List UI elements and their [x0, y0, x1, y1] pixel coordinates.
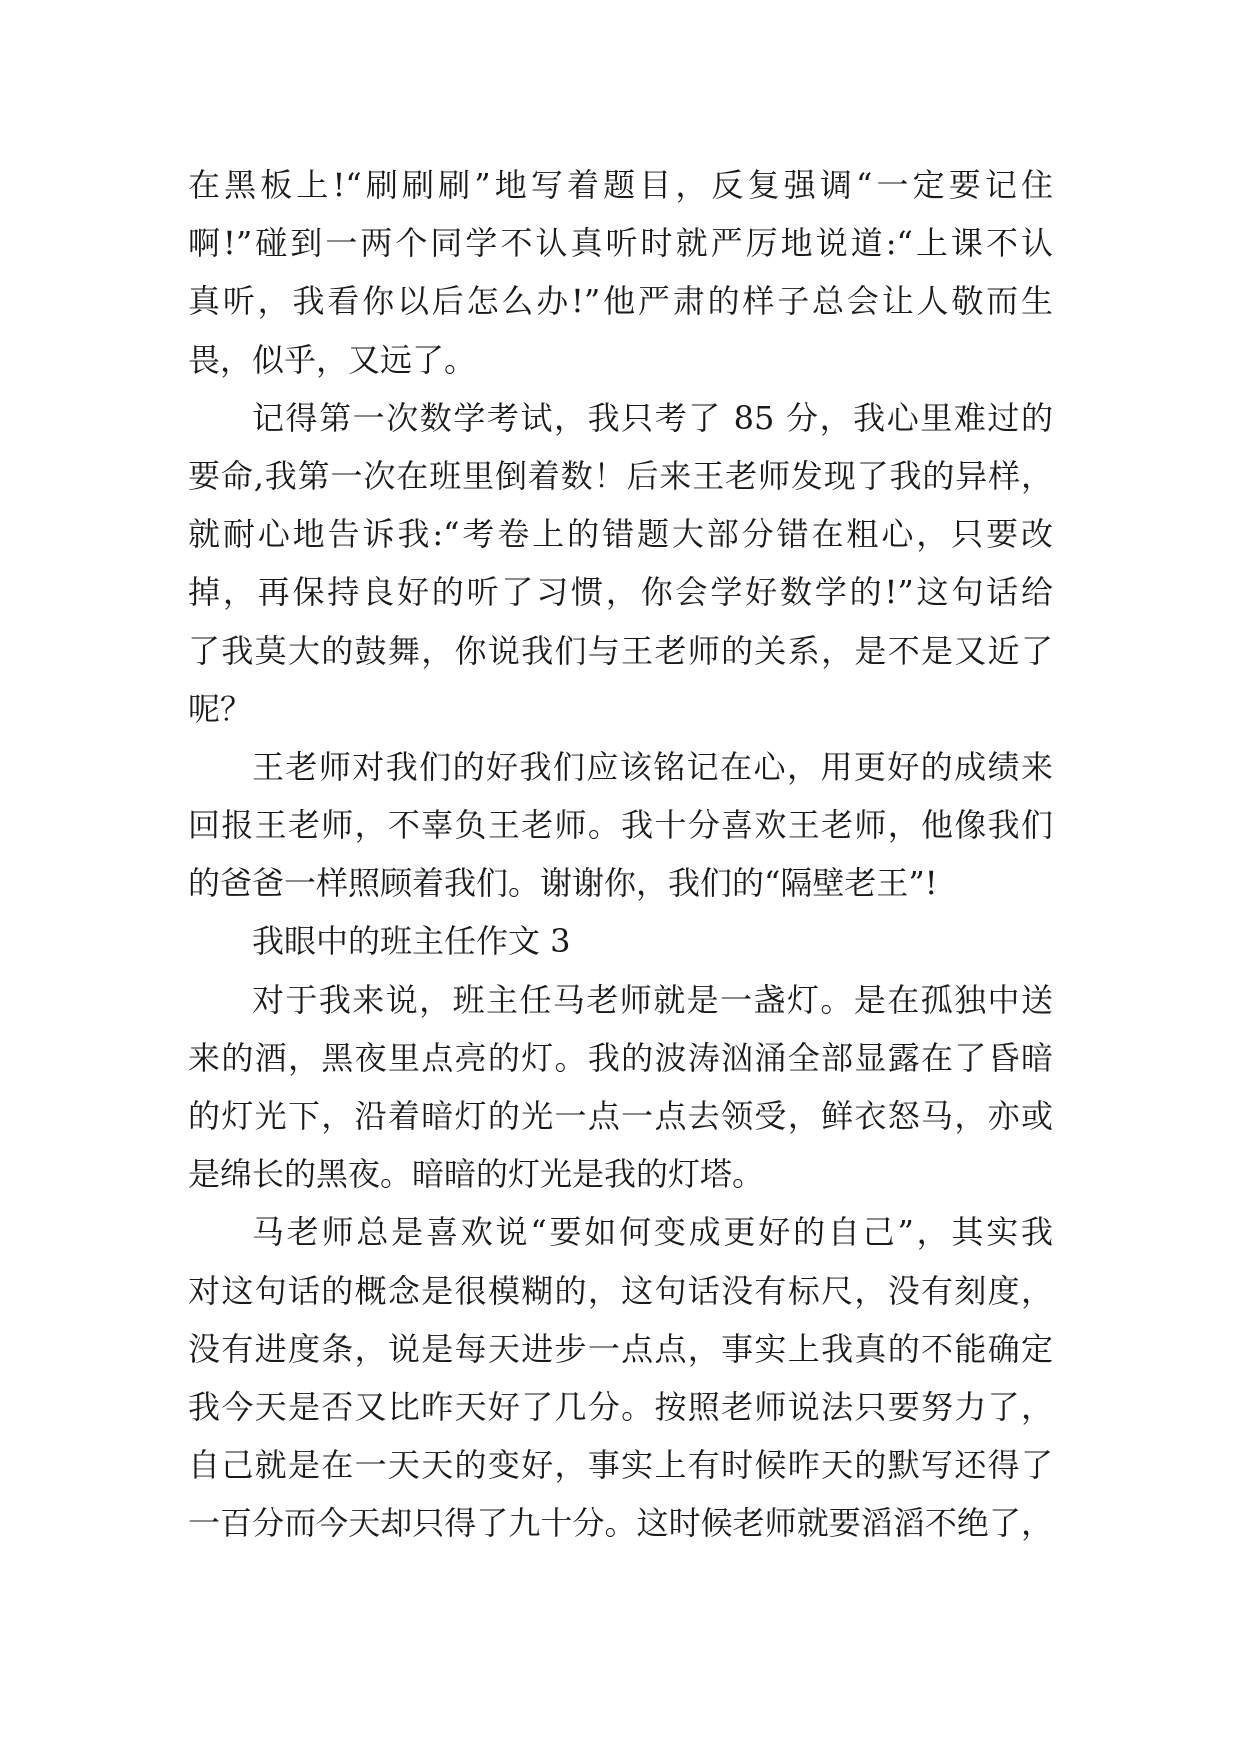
- section-heading: 我眼中的班主任作文 3: [252, 922, 571, 961]
- text-line: 对于我来说，班主任马老师就是一盏灯。是在孤独中送: [252, 980, 1053, 1019]
- text-line: 啊!”碰到一两个同学不认真听时就严厉地说道:“上课不认: [188, 224, 1053, 263]
- text-line: 对这句话的概念是很模糊的，这句话没有标尺，没有刻度，: [188, 1271, 1053, 1310]
- text-line: 记得第一次数学考试，我只考了 85 分，我心里难过的: [252, 398, 1053, 437]
- document-body: [188, 156, 1053, 1553]
- text-line: 就耐心地告诉我:“考卷上的错题大部分错在粗心，只要改: [188, 515, 1053, 554]
- text-line: 来的酒，黑夜里点亮的灯。我的波涛汹涌全部显露在了昏暗: [188, 1038, 1053, 1077]
- text-line: 回报王老师，不辜负王老师。我十分喜欢王老师，他像我们: [188, 806, 1053, 845]
- text-line: 呢？: [188, 689, 253, 728]
- text-line: 掉，再保持良好的听了习惯，你会学好数学的!”这句话给: [188, 573, 1053, 612]
- text-line: 的爸爸一样照顾着我们。谢谢你，我们的“隔壁老王”!: [188, 864, 938, 903]
- text-line: 一百分而今天却只得了九十分。这时候老师就要滔滔不绝了，: [188, 1504, 1053, 1543]
- text-line: 要命,我第一次在班里倒着数！后来王老师发现了我的异样，: [188, 456, 1053, 495]
- text-line: 畏，似乎，又远了。: [188, 340, 477, 379]
- text-line: 王老师对我们的好我们应该铭记在心，用更好的成绩来: [252, 747, 1053, 786]
- text-line: 了我莫大的鼓舞，你说我们与王老师的关系，是不是又近了: [188, 631, 1053, 670]
- text-line: 马老师总是喜欢说“要如何变成更好的自己”，其实我: [252, 1213, 1053, 1252]
- text-line: 的灯光下，沿着暗灯的光一点一点去领受，鲜衣怒马，亦或: [188, 1097, 1053, 1135]
- text-line: 在黑板上!“刷刷刷”地写着题目，反复强调“一定要记住: [188, 166, 1053, 204]
- text-line: 是绵长的黑夜。暗暗的灯光是我的灯塔。: [188, 1155, 765, 1194]
- text-line: 自己就是在一天天的变好，事实上有时候昨天的默写还得了: [188, 1446, 1053, 1485]
- text-line: 我今天是否又比昨天好了几分。按照老师说法只要努力了，: [188, 1387, 1053, 1426]
- text-line: 真听，我看你以后怎么办!”他严肃的样子总会让人敬而生: [188, 282, 1053, 321]
- text-line: 没有进度条，说是每天进步一点点，事实上我真的不能确定: [188, 1329, 1053, 1368]
